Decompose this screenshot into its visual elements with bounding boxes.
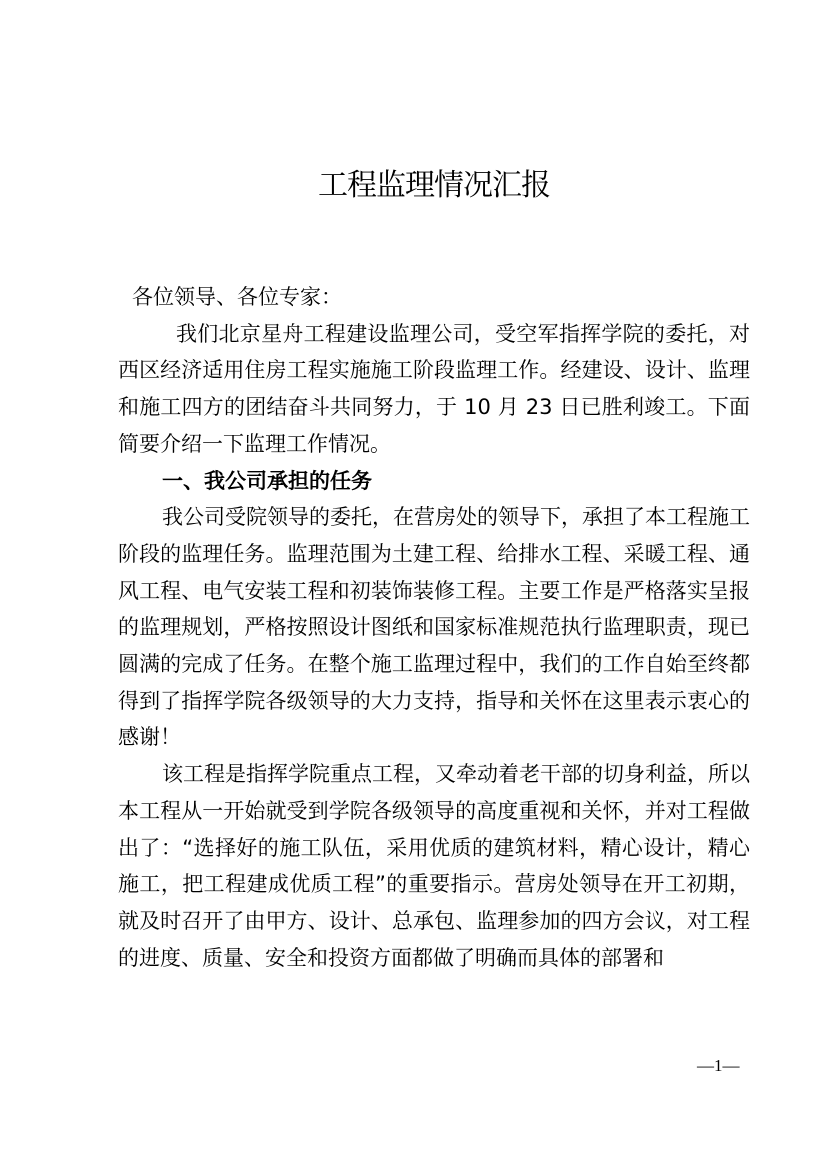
document-title: 工程监理情况汇报 xyxy=(318,168,550,203)
paragraph-importance: 该工程是指挥学院重点工程，又牵动着老干部的切身利益，所以本工程从一开始就受到学院各级领导的高度重视和关怀，并对工程做出了：“选择好的施工队伍，采用优质的建筑材料，精心设计，精心施工，把工程建成优质工程”的重要指示。营房处领导在开工初期，就及时召开了由甲方、设计、总承包、监理参加的四方会议，对工程的进度、质量、安全和投资方面都做了明确而具体的部署和 xyxy=(118,762,750,970)
document-body xyxy=(118,279,750,976)
page-number: —1— xyxy=(697,1056,740,1075)
section-heading: 一、我公司承担的任务 xyxy=(162,468,372,493)
paragraph-tasks: 我公司受院领导的委托，在营房处的领导下，承担了本工程施工阶段的监理任务。监理范围为土建工程、给排水工程、采暖工程、通风工程、电气安装工程和初装饰装修工程。主要工作是严格落实呈报的监理规划，严格按照设计图纸和国家标准规范执行监理职责，现已圆满的完成了任务。在整个施工监理过程中，我们的工作自始至终都得到了指挥学院各级领导的大力支持，指导和关怀在这里表示衷心的感谢！ xyxy=(118,505,750,750)
paragraph-intro: 我们北京星舟工程建设监理公司，受空军指挥学院的委托，对西区经济适用住房工程实施施工阶段监理工作。经建设、设计、监理和施工四方的团结奋斗共同努力，于 10 月 23 日已胜利竣工。下面简要介绍一下监理工作情况。 xyxy=(118,321,750,456)
salutation: 各位领导、各位专家： xyxy=(132,285,342,309)
